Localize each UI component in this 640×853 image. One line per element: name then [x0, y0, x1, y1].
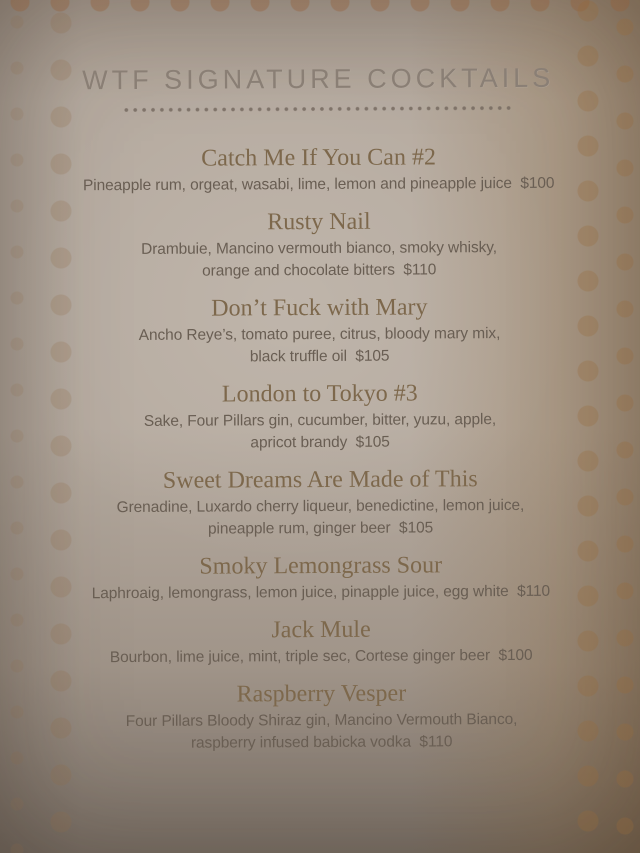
cocktail-price: $110 [394, 261, 437, 279]
cocktail-description-line: Grenadine, Luxardo cherry liqueur, benedictine, lemon juice, [116, 496, 525, 517]
cocktail-description-line: apricot brandy $105 [250, 433, 390, 452]
title-underline-dots [123, 105, 513, 113]
cocktail-name: Sweet Dreams Are Made of This [162, 466, 478, 494]
cocktail-description-line: black truffle oil $105 [249, 347, 390, 366]
cocktail-name: Rusty Nail [267, 208, 371, 236]
cocktail-price: $105 [390, 519, 434, 537]
cocktail-name: Jack Mule [271, 616, 371, 644]
cocktail-item [39, 551, 603, 606]
cocktail-price: $100 [511, 174, 555, 192]
cocktail-item [39, 679, 603, 756]
cocktail-name: Smoky Lemongrass Sour [199, 552, 443, 580]
cocktail-name: Don’t Fuck with Mary [211, 294, 428, 322]
cocktail-name: Catch Me If You Can #2 [201, 144, 436, 172]
cocktail-description-line: orange and chocolate bitters $110 [202, 261, 437, 280]
cocktail-price: $105 [347, 433, 390, 451]
cocktail-name: London to Tokyo #3 [221, 380, 418, 408]
cocktail-description-line: Laphroaig, lemongrass, lemon juice, pinapple juice, egg white $110 [91, 582, 551, 603]
cocktail-price: $110 [410, 733, 453, 751]
cocktail-price: $105 [346, 347, 390, 365]
cocktail-description-line: Drambuie, Mancino vermouth bianco, smoky whisky, [141, 239, 498, 258]
cocktail-description-line: Sake, Four Pillars gin, cucumber, bitter, yuzu, apple, [143, 411, 497, 430]
cocktail-price: $100 [489, 646, 533, 665]
cocktail-description-line: Bourbon, lime juice, mint, triple sec, Cortese ginger beer $100 [109, 646, 533, 667]
cocktail-description-line: Ancho Reye’s, tomato puree, citrus, bloody mary mix, [138, 325, 501, 344]
cocktail-item [39, 615, 603, 670]
cocktail-item [38, 465, 602, 542]
cocktail-description-line: Pineapple rum, orgeat, wasabi, lime, lemon and pineapple juice $100 [82, 174, 555, 195]
cocktail-description-line: pineapple rum, ginger beer $105 [207, 519, 434, 538]
cocktail-item [38, 379, 602, 456]
menu-title: WTF SIGNATURE COCKTAILS [82, 62, 555, 96]
cocktail-item [37, 207, 601, 284]
cocktail-name: Raspberry Vesper [236, 680, 407, 708]
cocktail-description-line: raspberry infused babicka vodka $110 [190, 733, 453, 752]
cocktail-item [37, 293, 601, 370]
cocktail-description-line: Four Pillars Bloody Shiraz gin, Mancino Vermouth Bianco, [125, 710, 518, 731]
cocktail-price: $110 [508, 582, 551, 601]
cocktail-list [0, 142, 640, 755]
cocktail-item [37, 143, 601, 198]
